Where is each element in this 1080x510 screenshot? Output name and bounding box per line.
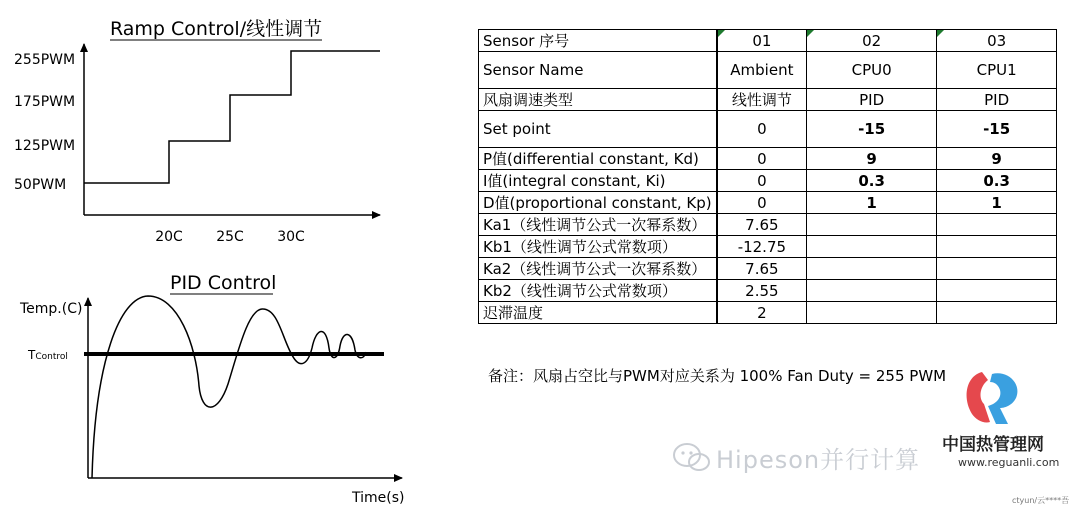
table-cell <box>807 214 937 236</box>
table-cell: 0 <box>717 148 807 170</box>
table-cell: CPU0 <box>807 52 937 89</box>
table-cell <box>937 302 1057 324</box>
table-cell: D值(proportional constant, Kp) <box>479 192 717 214</box>
table-cell: 0 <box>717 170 807 192</box>
table-cell: -15 <box>807 111 937 148</box>
table-note: 备注：风扇占空比与PWM对应关系为 100% Fan Duty = 255 PWM <box>488 367 947 385</box>
ramp-y-tick: 255PWM <box>14 52 76 68</box>
table-cell: 0.3 <box>807 170 937 192</box>
table-cell <box>937 280 1057 302</box>
table-cell <box>937 214 1057 236</box>
site-logo-icon <box>960 368 1024 428</box>
table-cell <box>937 236 1057 258</box>
table-cell: PID <box>807 89 937 111</box>
ramp-x-tick: 20C <box>155 229 183 245</box>
table-cell: PID <box>937 89 1057 111</box>
table-cell: 01 <box>717 30 807 52</box>
table-cell: Sensor Name <box>479 52 717 89</box>
table-cell: 风扇调速类型 <box>479 89 717 111</box>
table-cell <box>807 280 937 302</box>
site-name: 中国热管理网 <box>942 435 1044 455</box>
table-row <box>479 111 1057 148</box>
table-cell: Kb1（线性调节公式常数项） <box>479 236 717 258</box>
sensor-config-table <box>478 29 1057 324</box>
table-cell: 2.55 <box>717 280 807 302</box>
table-cell: Ka2（线性调节公式一次幂系数） <box>479 258 717 280</box>
table-cell: 线性调节 <box>717 89 807 111</box>
table-row <box>479 302 1057 324</box>
table-cell: Ka1（线性调节公式一次幂系数） <box>479 214 717 236</box>
table-row <box>479 52 1057 89</box>
table-cell: 1 <box>807 192 937 214</box>
table-cell: 迟滞温度 <box>479 302 717 324</box>
table-cell: 1 <box>937 192 1057 214</box>
table-cell: 0 <box>717 192 807 214</box>
table-cell: 0.3 <box>937 170 1057 192</box>
table-cell: 7.65 <box>717 214 807 236</box>
table-cell: 0 <box>717 111 807 148</box>
ramp-title: Ramp Control/线性调节 <box>110 18 323 40</box>
table-cell: 9 <box>807 148 937 170</box>
pid-x-label: Time(s) <box>352 490 405 506</box>
table-cell: I值(integral constant, Ki) <box>479 170 717 192</box>
table-row <box>479 236 1057 258</box>
table-row <box>479 280 1057 302</box>
table-cell: P值(differential constant, Kd) <box>479 148 717 170</box>
ramp-step-line <box>84 51 380 183</box>
ramp-y-tick: 50PWM <box>14 177 67 193</box>
table-cell: Ambient <box>717 52 807 89</box>
table-cell: Sensor 序号 <box>479 30 717 52</box>
table-cell: 03 <box>937 30 1057 52</box>
pid-t-control: TControl <box>28 348 68 362</box>
pid-y-label: Temp.(C) <box>20 301 83 317</box>
ramp-y-tick: 175PWM <box>14 94 76 110</box>
watermark-text: Hipeson并行计算 <box>716 446 921 474</box>
table-cell: 7.65 <box>717 258 807 280</box>
ramp-x-tick: 25C <box>216 229 244 245</box>
diagrams-canvas <box>0 0 470 510</box>
table-cell <box>807 302 937 324</box>
table-cell: 02 <box>807 30 937 52</box>
ramp-x-tick: 30C <box>277 229 305 245</box>
table-cell: 9 <box>937 148 1057 170</box>
table-cell: -12.75 <box>717 236 807 258</box>
table-cell: -15 <box>937 111 1057 148</box>
pid-title: PID Control <box>170 272 277 294</box>
table-row <box>479 214 1057 236</box>
table-header-row <box>479 30 1057 52</box>
table-row <box>479 258 1057 280</box>
table-row <box>479 148 1057 170</box>
wechat-icon <box>672 440 712 476</box>
site-url: www.reguanli.com <box>958 456 1060 469</box>
table-cell: 2 <box>717 302 807 324</box>
table-cell <box>807 236 937 258</box>
table-cell: Kb2（线性调节公式常数项） <box>479 280 717 302</box>
table-row <box>479 192 1057 214</box>
user-watermark: ctyun/云****吾 <box>1012 496 1070 505</box>
table-cell <box>807 258 937 280</box>
ramp-y-tick: 125PWM <box>14 138 76 154</box>
table-cell: CPU1 <box>937 52 1057 89</box>
table-cell <box>937 258 1057 280</box>
table-row <box>479 170 1057 192</box>
pid-response-curve <box>92 296 366 478</box>
table-row <box>479 89 1057 111</box>
table-cell: Set point <box>479 111 717 148</box>
